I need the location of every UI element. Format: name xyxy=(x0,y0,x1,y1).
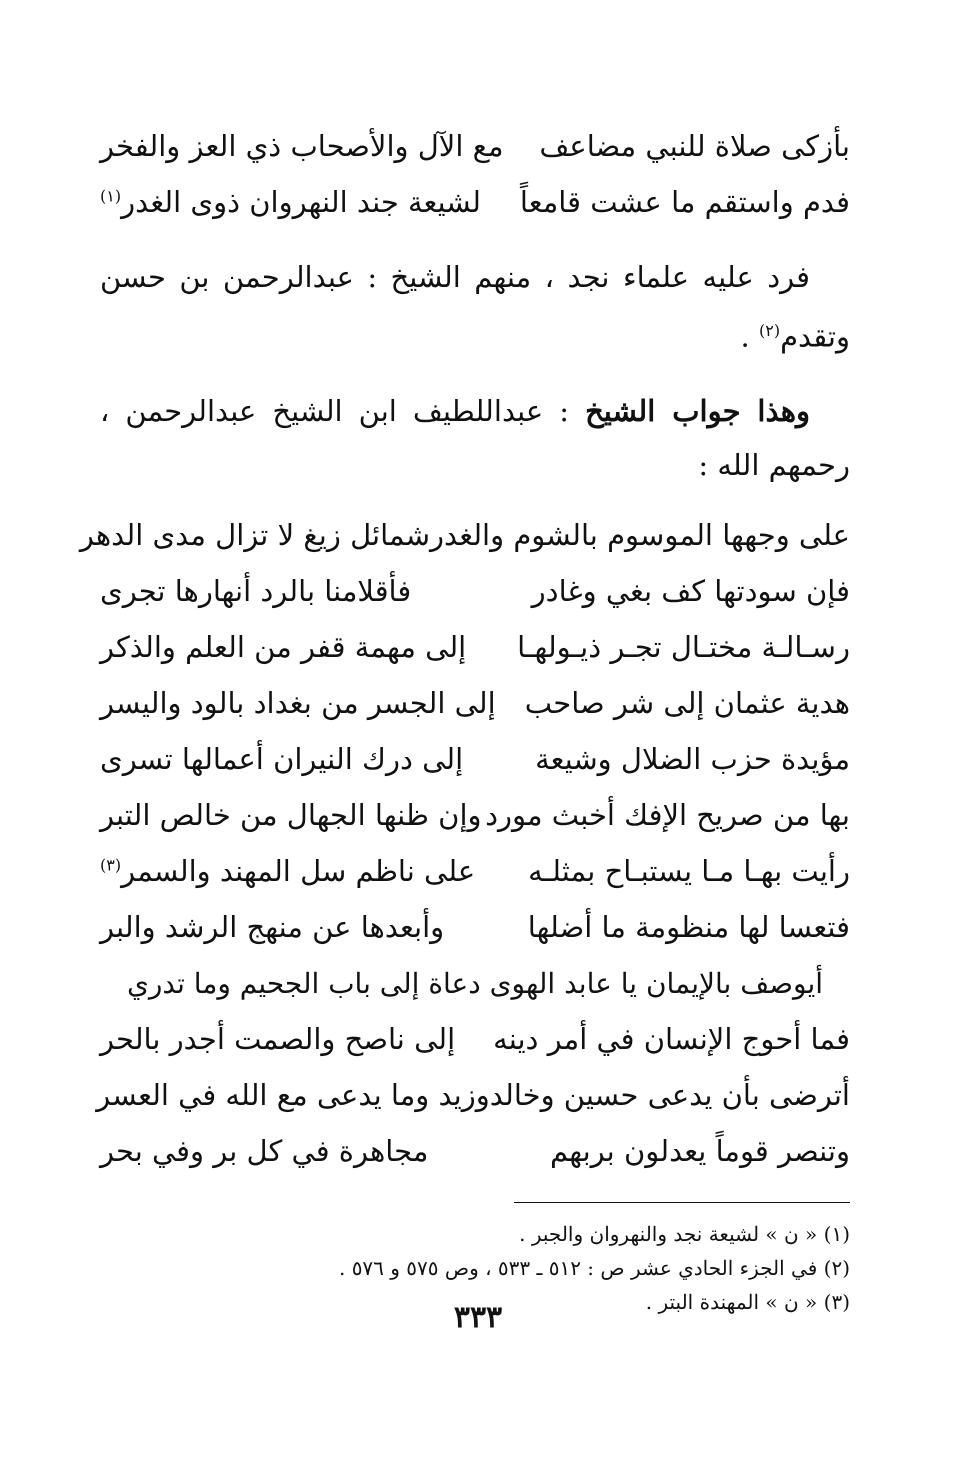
verse-line xyxy=(100,620,850,676)
verse-line xyxy=(100,1012,850,1068)
verse-first-hemistich: مؤيدة حزب الضلال وشيعة xyxy=(535,742,850,777)
verse-first-hemistich: فما أحوج الإنسان في أمر دينه xyxy=(493,1022,850,1057)
verse-line xyxy=(100,118,850,174)
verse-second-hemistich: مجاهرة في كل بر وفي بحر xyxy=(100,1134,429,1169)
verse-line xyxy=(100,174,850,230)
verse-second-hemistich: وأبعدها عن منهج الرشد والبر xyxy=(100,910,445,945)
footnote-marker: (١) xyxy=(100,185,122,205)
verse-line xyxy=(100,900,850,956)
footnote-separator xyxy=(514,1202,850,1203)
verse-line xyxy=(100,1124,850,1180)
verse-second-hemistich: فأقلامنا بالرد أنهارها تجرى xyxy=(100,574,412,609)
verse-second-hemistich: إلى درك النيران أعمالها تسرى xyxy=(100,742,464,777)
verse-second-hemistich: لشيعة جند النهروان ذوى الغدر$^{(١)}$ xyxy=(100,184,481,219)
page-body xyxy=(79,118,850,1319)
opening-verses xyxy=(100,118,850,230)
verse-line xyxy=(100,844,850,900)
verse-line xyxy=(100,788,850,844)
verse-line xyxy=(100,732,850,788)
bold-lead: وهذا جواب الشيخ xyxy=(585,393,810,428)
verse-second-hemistich: على ناظم سل المهند والسمر$^{(٣)}$ xyxy=(100,854,476,889)
verse-first-hemistich: على وجهها الموسوم بالشوم والغدر xyxy=(430,518,850,553)
verse-full-text: أيوصف بالإيمان يا عابد الهوى دعاة إلى باب الجحيم وما تدري xyxy=(126,966,824,1000)
verse-second-hemistich: إلى ناصح والصمت أجدر بالحر xyxy=(100,1022,456,1057)
footnote-3: (٣) « ن » المهندة البتر . xyxy=(645,1289,850,1314)
poem xyxy=(79,508,850,1180)
footnote-marker: (٣) xyxy=(100,855,122,875)
footnote-1: (١) « ن » لشيعة نجد والنهروان والجبر . xyxy=(519,1221,850,1246)
verse-first-hemistich: بأزكى صلاة للنبي مضاعف xyxy=(539,128,850,163)
verse-first-hemistich: رأيت بهـا مـا يستبـاح بمثلـه xyxy=(528,854,850,889)
verse-first-hemistich: وتنصر قوماً يعدلون بربهم xyxy=(549,1134,850,1169)
verse-first-hemistich: رسـالـة مختـال تجـر ذيـولهـا xyxy=(517,630,850,665)
verse-second-hemistich: وإن ظنها الجهال من خالص التبر xyxy=(100,798,482,833)
verse-second-hemistich: إلى مهمة قفر من العلم والذكر xyxy=(100,630,467,665)
footnote-marker: (٢) xyxy=(758,321,781,340)
verse-first-hemistich: هدية عثمان إلى شر صاحب xyxy=(524,686,850,721)
verse-line xyxy=(100,676,850,732)
verse-line-full xyxy=(100,956,850,1012)
verse-second-hemistich: إلى الجسر من بغداد بالود واليسر xyxy=(100,686,496,721)
paragraph-1: فرد عليه علماء نجد ، منهم الشيخ : عبدالرحمن بن حسن وتقدم$^{(٢)}$ . xyxy=(100,260,850,354)
paragraph-2: وهذا جواب الشيخ : عبداللطيف ابن الشيخ عبدالرحمن ، رحمهم الله : xyxy=(100,393,850,482)
verse-first-hemistich: فتعسا لها منظومة ما أضلها xyxy=(527,910,850,945)
page-number: ٣٣٣ xyxy=(453,1300,503,1335)
verse-first-hemistich: أترضى بأن يدعى حسين وخالد xyxy=(489,1078,850,1113)
verse-first-hemistich: فإن سودتها كف بغي وغادر xyxy=(531,574,850,609)
verse-line xyxy=(100,564,850,620)
verse-first-hemistich: بها من صريح الإفك أخبث مورد xyxy=(485,798,850,833)
verse-line xyxy=(79,508,850,564)
footnote-2: (٢) في الجزء الحادي عشر ص : ٥١٢ ـ ٥٣٣ ، وص ٥٧٥ و ٥٧٦ . xyxy=(338,1255,850,1280)
verse-second-hemistich: وزيد وما يدعى مع الله في العسر xyxy=(96,1078,490,1113)
verse-second-hemistich: شمائل زيغ لا تزال مدى الدهر xyxy=(79,518,430,553)
verse-second-hemistich: مع الآل والأصحاب ذي العز والفخر xyxy=(100,128,504,163)
verse-line xyxy=(96,1068,850,1124)
verse-first-hemistich: فدم واستقم ما عشت قامعاً xyxy=(519,184,850,219)
